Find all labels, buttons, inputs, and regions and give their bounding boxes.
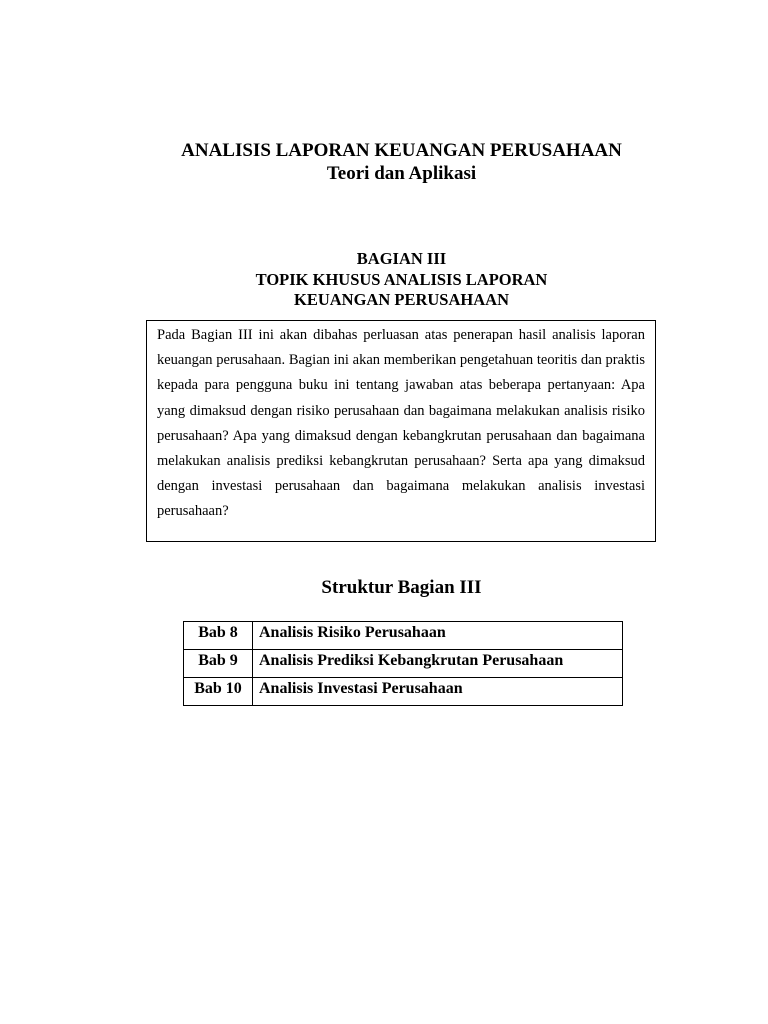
structure-table — [183, 621, 623, 706]
chapter-cell: Bab 9 — [184, 650, 253, 678]
chapter-cell: Bab 10 — [184, 678, 253, 706]
title-line-1: ANALISIS LAPORAN KEUANGAN PERUSAHAAN — [181, 140, 622, 161]
topic-cell: Analisis Risiko Perusahaan — [253, 622, 623, 650]
section-heading-line-2: KEUANGAN PERUSAHAAN — [294, 290, 509, 309]
table-row — [184, 622, 623, 650]
section-heading-line-1: TOPIK KHUSUS ANALISIS LAPORAN — [255, 269, 548, 289]
intro-box — [146, 320, 656, 542]
table-row — [184, 678, 623, 706]
part-label: BAGIAN III — [356, 249, 447, 268]
topic-cell: Analisis Investasi Perusahaan — [253, 678, 623, 706]
page-title — [0, 139, 768, 185]
section-heading — [0, 249, 768, 311]
table-row — [184, 650, 623, 678]
chapter-cell: Bab 8 — [184, 622, 253, 650]
intro-paragraph: Pada Bagian III ini akan dibahas perluasan atas penerapan hasil analisis laporan keuangan perusahaan. Bagian ini akan memberikan pengetahuan teoritis dan praktis kepada para pengguna buku ini tentang jawaban atas beberapa pertanyaan: Apa yang dimaksud dengan risiko perusahaan dan bagaimana melakukan analisis risiko perusahaan? Apa yang dimaksud dengan kebangkrutan perusahaan dan bagaimana melakukan analisis prediksi kebangkrutan perusahaan? Serta apa yang dimaksud dengan investasi perusahaan dan bagaimana melakukan analisis investasi perusahaan? — [157, 327, 645, 520]
structure-title: Struktur Bagian III — [321, 577, 482, 598]
title-line-2: Teori dan Aplikasi — [326, 163, 477, 184]
topic-cell: Analisis Prediksi Kebangkrutan Perusahaan — [253, 650, 623, 678]
